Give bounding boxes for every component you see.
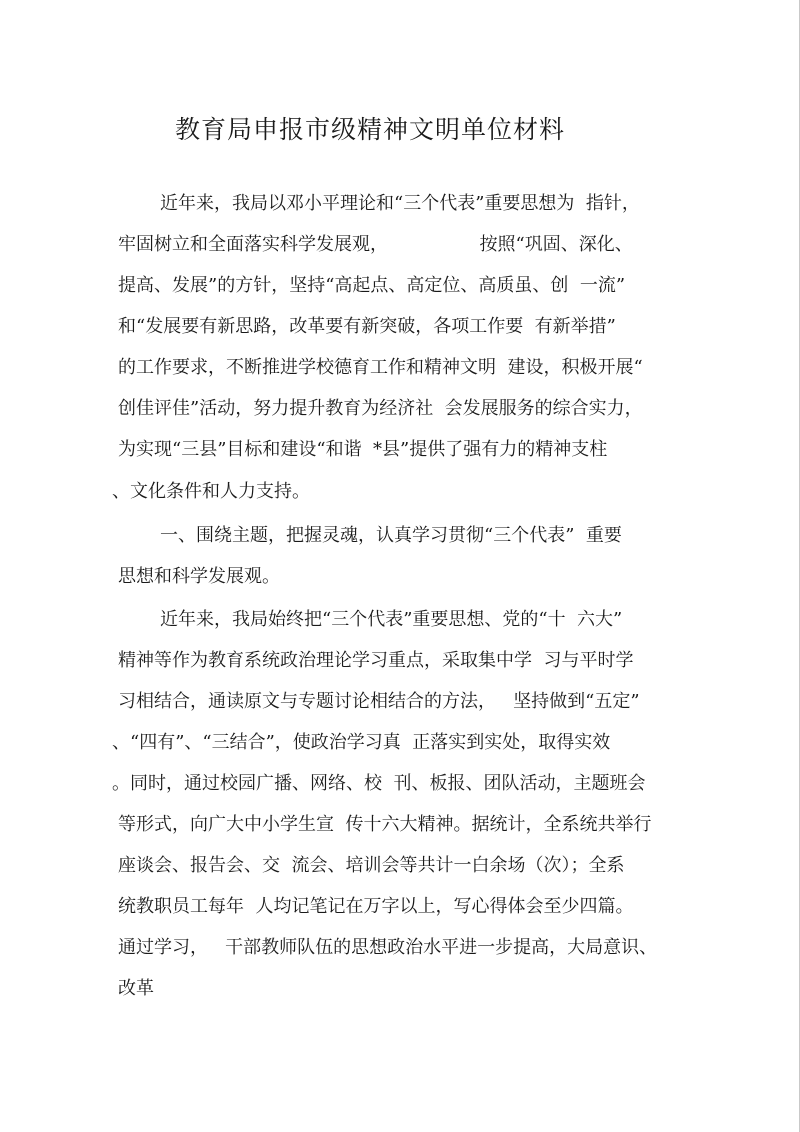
paragraph-line: 。同时，通过校园广播、网络、校 刊、板报、团队活动，主题班会 — [112, 773, 646, 794]
section-heading-line: 一、围绕主题，把握灵魂，认真学习贯彻“三个代表” 重要 — [160, 525, 622, 546]
paragraph-line: 提高、发展”的方针，坚持“高起点、高定位、高质虽、创 一流” — [118, 275, 626, 296]
paragraph-line: 创佳评佳”活动，努力提升教育为经济社 会发展服务的综合实力， — [118, 398, 643, 419]
paragraph-line: 等形式，向广大中小学生宣 传十六大精神。据统计，全系统共举行 — [118, 814, 652, 835]
document-title: 教育局申报市级精神文明单位材料 — [175, 115, 566, 144]
paragraph-line: 和“发展要有新思路，改革要有新突破，各项工作要 有新举措” — [118, 316, 616, 337]
paragraph-line: 近年来，我局始终把“三个代表”重要思想、党的“十 六大” — [160, 609, 623, 630]
paragraph-line: 座谈会、报告会、交 流会、培训会等共计一白余场（次）；全系 — [118, 855, 625, 876]
paragraph-line: 的工作要求，不断推进学校德育工作和精神文明 建设，积极开展“ — [118, 357, 643, 378]
paragraph-line: 精神等作为教育系统政治理论学习重点，采取集中学 习与平时学 — [118, 650, 634, 671]
paragraph-line: 习相结合，通读原文与专题讨论相结合的方法， 坚持做到“五定” — [118, 691, 640, 712]
paragraph-line: 、“四有”、“三结合”，使政治学习真 正落实到实处，取得实效 — [112, 732, 611, 753]
paragraph-line: 统教职员工每年 人均记笔记在万字以上，写心得体会至少四篇。 — [118, 896, 634, 917]
paragraph-line: 牢固树立和全面落实科学发展观， 按照“巩固、深化、 — [118, 234, 633, 255]
paragraph-line: 改革 — [118, 978, 154, 999]
paragraph-line: 近年来，我局以邓小平理论和“三个代表”重要思想为 指针， — [160, 193, 640, 214]
section-heading-line: 思想和科学发展观。 — [118, 566, 280, 587]
paragraph-line: 通过学习， 干部教师队伍的思想政治水平进一步提高，大局意识、 — [118, 937, 658, 958]
paragraph-line: 、文化条件和人力支持。 — [112, 481, 310, 502]
paragraph-line: 为实现“三县”目标和建设“和谐 *县”提供了强有力的精神支柱 — [118, 439, 608, 460]
